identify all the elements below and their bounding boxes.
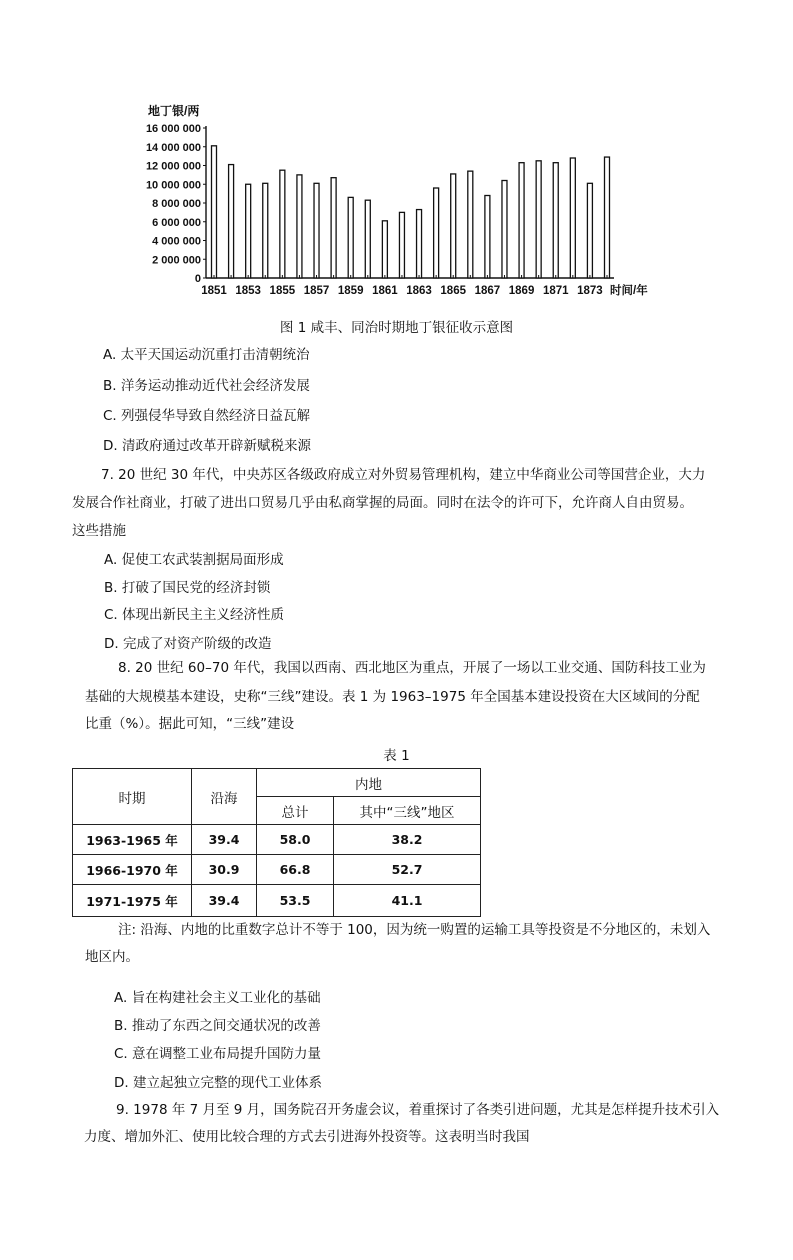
q6-option-a: A. 太平天国运动沉重打击清朝统治 bbox=[103, 347, 310, 363]
x-tick-label: 1873 bbox=[577, 285, 603, 297]
x-tick-label: 1871 bbox=[542, 285, 569, 297]
table-row bbox=[73, 885, 481, 917]
x-tick-label: 1863 bbox=[406, 285, 432, 297]
x-axis-label: 时间/年 bbox=[610, 285, 648, 297]
bar bbox=[399, 212, 404, 278]
q7-line-3: 这些措施 bbox=[72, 523, 126, 539]
q9-line-1: 9. 1978 年 7 月至 9 月，国务院召开务虚会议，着重探讨了各类引进问题，尤其是怎样提升技术引入 bbox=[116, 1102, 720, 1118]
cell-total: 58.0 bbox=[257, 825, 334, 855]
bar bbox=[502, 181, 507, 279]
bar bbox=[519, 163, 524, 278]
x-tick-label: 1855 bbox=[269, 285, 296, 297]
x-tick-label: 1851 bbox=[201, 285, 227, 297]
x-tick-label: 1865 bbox=[440, 285, 467, 297]
bar bbox=[587, 183, 592, 278]
y-tick-label: 8 000 000 bbox=[152, 198, 201, 210]
bar bbox=[263, 183, 268, 278]
cell-period: 1971-1975 年 bbox=[73, 885, 192, 917]
x-tick-label: 1867 bbox=[474, 285, 501, 297]
table-title: 表 1 bbox=[383, 748, 410, 764]
bar bbox=[382, 221, 387, 278]
bar bbox=[434, 188, 439, 278]
bar bbox=[280, 170, 285, 278]
bar bbox=[570, 158, 575, 278]
cell-period: 1966-1970 年 bbox=[73, 855, 192, 885]
y-tick-label: 10 000 000 bbox=[145, 179, 201, 192]
q8-line-3: 比重（%）。据此可知，“三线”建设 bbox=[85, 716, 295, 732]
q7-line-2: 发展合作社商业，打破了进出口贸易几乎由私商掌握的局面。同时在法令的许可下，允许商人自由贸易。 bbox=[72, 495, 693, 511]
chart-svg bbox=[140, 95, 670, 310]
header-inland: 内地 bbox=[257, 769, 481, 797]
q9-line-2: 力度、增加外汇、使用比较合理的方式去引进海外投资等。这表明当时我国 bbox=[84, 1129, 530, 1145]
q7-option-d: D. 完成了对资产阶级的改造 bbox=[104, 636, 272, 652]
table-row bbox=[73, 825, 481, 855]
bar bbox=[451, 174, 456, 278]
cell-third: 41.1 bbox=[334, 885, 481, 917]
q8-option-d: D. 建立起独立完整的现代工业体系 bbox=[114, 1075, 322, 1091]
cell-period: 1963-1965 年 bbox=[73, 825, 192, 855]
y-tick-label: 16 000 000 bbox=[145, 123, 201, 135]
bar bbox=[417, 210, 422, 278]
bar bbox=[297, 175, 302, 278]
bar bbox=[536, 161, 541, 278]
x-tick-label: 1859 bbox=[337, 285, 364, 297]
header-total: 总计 bbox=[257, 797, 334, 825]
table-note-line-2: 地区内。 bbox=[85, 949, 139, 965]
cell-coastal: 30.9 bbox=[192, 855, 257, 885]
y-tick-label: 12 000 000 bbox=[145, 160, 201, 173]
header-period: 时期 bbox=[73, 769, 192, 825]
header-third-line: 其中“三线”地区 bbox=[334, 797, 481, 825]
bar bbox=[331, 178, 336, 278]
x-tick-label: 1861 bbox=[372, 285, 398, 297]
cell-total: 66.8 bbox=[257, 855, 334, 885]
figure-caption: 图 1 咸丰、同治时期地丁银征收示意图 bbox=[279, 320, 514, 336]
q8-option-a: A. 旨在构建社会主义工业化的基础 bbox=[114, 990, 321, 1006]
cell-total: 53.5 bbox=[257, 885, 334, 917]
cell-coastal: 39.4 bbox=[192, 885, 257, 917]
cell-third: 38.2 bbox=[334, 825, 481, 855]
bar bbox=[468, 171, 473, 278]
y-tick-label: 2 000 000 bbox=[152, 254, 201, 267]
bar bbox=[212, 146, 217, 278]
q8-line-2: 基础的大规模基本建设，史称“三线”建设。表 1 为 1963–1975 年全国基本建设投资在大区域间的分配 bbox=[85, 689, 700, 705]
x-tick-label: 1869 bbox=[508, 285, 535, 297]
y-tick-label: 0 bbox=[194, 273, 201, 285]
x-tick-label: 1857 bbox=[303, 285, 330, 297]
header-coastal: 沿海 bbox=[192, 769, 257, 825]
y-tick-label: 14 000 000 bbox=[145, 141, 201, 154]
bar bbox=[314, 183, 319, 278]
bar bbox=[348, 197, 353, 278]
q7-line-1: 7. 20 世纪 30 年代，中央苏区各级政府成立对外贸易管理机构，建立中华商业公司等国营企业，大力 bbox=[101, 467, 706, 483]
q6-option-c: C. 列强侵华导致自然经济日益瓦解 bbox=[103, 408, 311, 424]
q7-option-b: B. 打破了国民党的经济封锁 bbox=[104, 580, 271, 596]
y-tick-label: 4 000 000 bbox=[152, 235, 201, 248]
x-tick-label: 1853 bbox=[235, 285, 261, 297]
q7-option-c: C. 体现出新民主主义经济性质 bbox=[104, 607, 285, 623]
q6-option-b: B. 洋务运动推动近代社会经济发展 bbox=[103, 378, 310, 394]
y-axis-label: 地丁银/两 bbox=[148, 104, 200, 118]
bar bbox=[605, 157, 610, 278]
table-row bbox=[73, 855, 481, 885]
q8-option-b: B. 推动了东西之间交通状况的改善 bbox=[114, 1018, 321, 1034]
q7-option-a: A. 促使工农武装割据局面形成 bbox=[104, 552, 284, 568]
table-note-line-1: 注: 沿海、内地的比重数字总计不等于 100，因为统一购置的运输工具等投资是不分地区的，未划入 bbox=[118, 922, 711, 938]
bar bbox=[229, 165, 234, 278]
tax-bar-chart bbox=[140, 95, 670, 310]
q6-option-d: D. 清政府通过改革开辟新赋税来源 bbox=[103, 438, 311, 454]
cell-coastal: 39.4 bbox=[192, 825, 257, 855]
bar bbox=[246, 184, 251, 278]
q8-line-1: 8. 20 世纪 60–70 年代，我国以西南、西北地区为重点，开展了一场以工业交通、国防科技工业为 bbox=[118, 660, 706, 676]
bar bbox=[553, 163, 558, 278]
investment-table bbox=[72, 768, 481, 917]
q8-option-c: C. 意在调整工业布局提升国防力量 bbox=[114, 1046, 322, 1062]
cell-third: 52.7 bbox=[334, 855, 481, 885]
y-tick-label: 6 000 000 bbox=[152, 216, 201, 229]
bar bbox=[365, 200, 370, 278]
bar bbox=[485, 196, 490, 279]
